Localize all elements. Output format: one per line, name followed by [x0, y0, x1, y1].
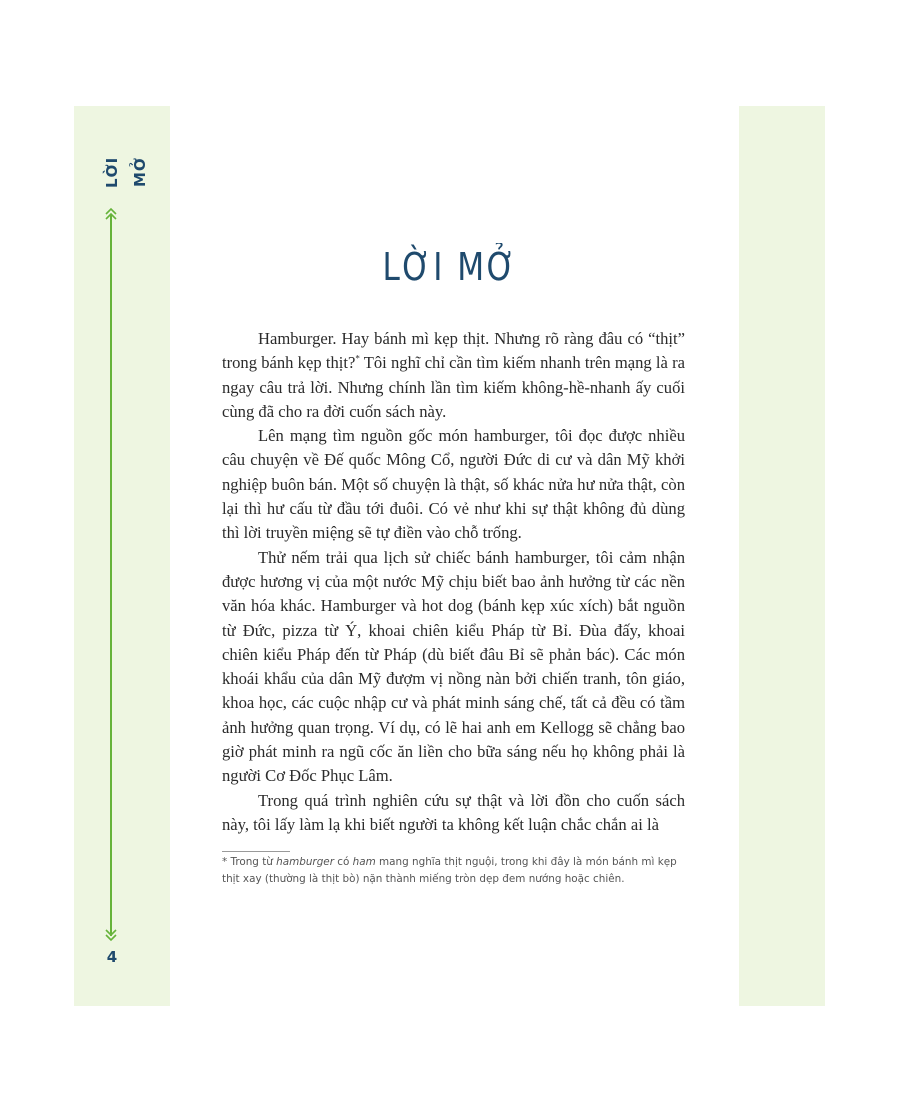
left-margin-band	[74, 106, 170, 1006]
chapter-title: LỜI MỞ	[382, 245, 518, 289]
footnote-divider	[222, 851, 290, 852]
paragraph-4: Trong quá trình nghiên cứu sự thật và lời đồn cho cuốn sách này, tôi lấy làm lạ khi biết người ta không kết luận chắc chắn ai là	[222, 790, 685, 834]
footnote-marker[interactable]: *	[355, 353, 360, 364]
body-text	[222, 327, 685, 837]
running-head: LỜI MỞ	[103, 156, 149, 188]
footnote: * Trong từ hamburger có ham mang nghĩa thịt nguội, trong khi đây là món bánh mì kẹp thịt xay (thường là thịt bò) nặn thành miếng tròn dẹp đem nướng hoặc chiên.	[222, 856, 677, 885]
page-number: 4	[106, 948, 118, 966]
paragraph-1: Hamburger. Hay bánh mì kẹp thịt. Nhưng rõ ràng đâu có “thịt” trong bánh kẹp thịt?* Tôi nghĩ chỉ cần tìm kiếm nhanh trên mạng là ra ngay câu trả lời. Nhưng chính lần tìm kiếm không-hề-nhanh ấy cuối cùng đã cho ra đời cuốn sách này.	[222, 329, 685, 421]
arrow-down-icon	[104, 928, 118, 942]
paragraph-2: Lên mạng tìm nguồn gốc món hamburger, tôi đọc được nhiều câu chuyện về Đế quốc Mông Cổ, người Đức di cư và dân Mỹ khởi nghiệp buôn bán. Một số chuyện là thật, số khác nửa hư nửa thật, còn lại thì hư cấu từ đầu tới đuôi. Có vẻ như khi sự thật không đủ dùng thì lời truyền miệng sẽ tự điền vào chỗ trống.	[222, 426, 685, 543]
paragraph-3: Thử nếm trải qua lịch sử chiếc bánh hamburger, tôi cảm nhận được hương vị của một nước Mỹ chịu biết bao ảnh hưởng từ các nền văn hóa khác. Hamburger và hot dog (bánh kẹp xúc xích) bắt nguồn từ Đức, pizza từ Ý, khoai chiên kiểu Pháp từ Bỉ. Đùa đấy, khoai chiên kiểu Pháp đến từ Pháp (dù biết đâu Bỉ sẽ phản bác). Các món khoái khẩu của dân Mỹ đượm vị nồng nàn bởi chiến tranh, tôn giáo, khoa học, các cuộc nhập cư và phát minh sáng chế, tất cả đều có tầm ảnh hưởng quan trọng. Ví dụ, có lẽ hai anh em Kellogg sẽ chẳng bao giờ phát minh ra ngũ cốc ăn liền cho bữa sáng nếu họ không phải là người Cơ Đốc Phục Lâm.	[222, 547, 685, 786]
right-margin-band	[739, 106, 825, 1006]
margin-rule-line	[110, 214, 112, 936]
